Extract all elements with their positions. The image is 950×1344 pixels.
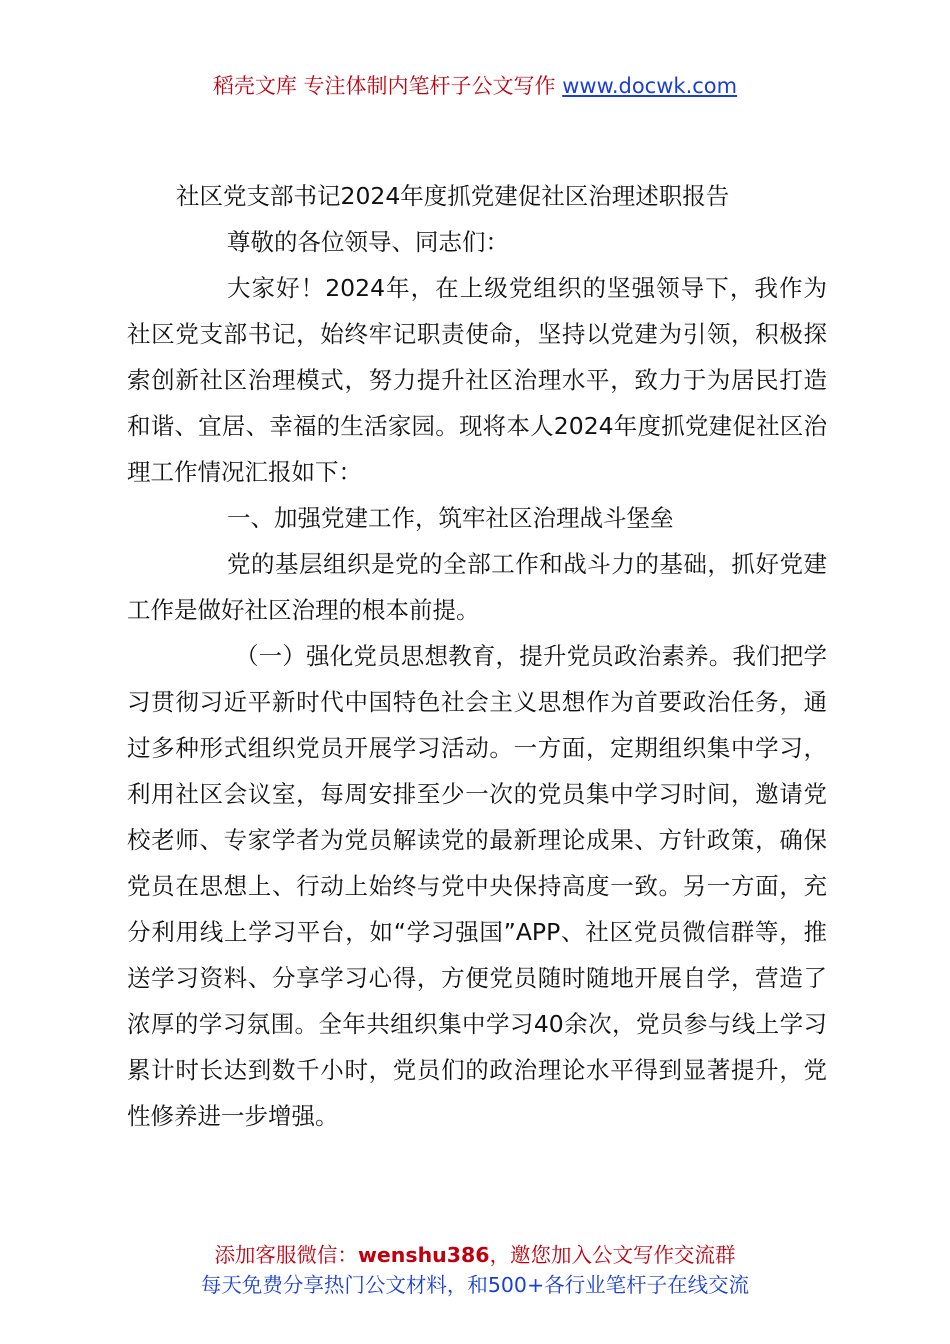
document-title: 社区党支部书记2024年度抓党建促社区治理述职报告: [176, 182, 730, 210]
paragraph-section-1-intro: 党的基层组织是党的全部工作和战斗力的基础，抓好党建工作是做好社区治理的根本前提。: [127, 550, 827, 624]
footer-wechat-id: wenshu386: [357, 1243, 490, 1267]
section-heading-1: 一、加强党建工作，筑牢社区治理战斗堡垒: [227, 504, 674, 532]
page-header: [0, 70, 950, 100]
footer-contact-line: [0, 1240, 950, 1270]
footer-promo-line: 每天免费分享热门公文材料，和500+各行业笔杆子在线交流: [200, 1273, 750, 1297]
footer-contact-suffix: ，邀您加入公文写作交流群: [489, 1243, 736, 1267]
header-url-link[interactable]: www.docwk.com: [562, 74, 738, 98]
header-brand-text: 稻壳文库 专注体制内笔杆子公文写作: [212, 74, 563, 98]
salutation: 尊敬的各位领导、同志们：: [227, 228, 509, 256]
footer-contact-prefix: 添加客服微信：: [214, 1243, 358, 1267]
paragraph-intro: 大家好！2024年，在上级党组织的坚强领导下，我作为社区党支部书记，始终牢记职责使命，坚持以党建为引领，积极探索创新社区治理模式，努力提升社区治理水平，致力于为居民打造和谐、宜居、幸福的生活家园。现将本人2024年度抓党建促社区治理工作情况汇报如下：: [127, 274, 827, 486]
page-footer: [0, 1240, 950, 1300]
document-body: [127, 173, 827, 1139]
paragraph-subsection-1: （一）强化党员思想教育，提升党员政治素养。我们把学习贯彻习近平新时代中国特色社会主义思想作为首要政治任务，通过多种形式组织党员开展学习活动。一方面，定期组织集中学习，利用社区会议室，每周安排至少一次的党员集中学习时间，邀请党校老师、专家学者为党员解读党的最新理论成果、方针政策，确保党员在思想上、行动上始终与党中央保持高度一致。另一方面，充分利用线上学习平台，如“学习强国”APP、社区党员微信群等，推送学习资料、分享学习心得，方便党员随时随地开展自学，营造了浓厚的学习氛围。全年共组织集中学习40余次，党员参与线上学习累计时长达到数千小时，党员们的政治理论水平得到显著提升，党性修养进一步增强。: [127, 642, 827, 1130]
